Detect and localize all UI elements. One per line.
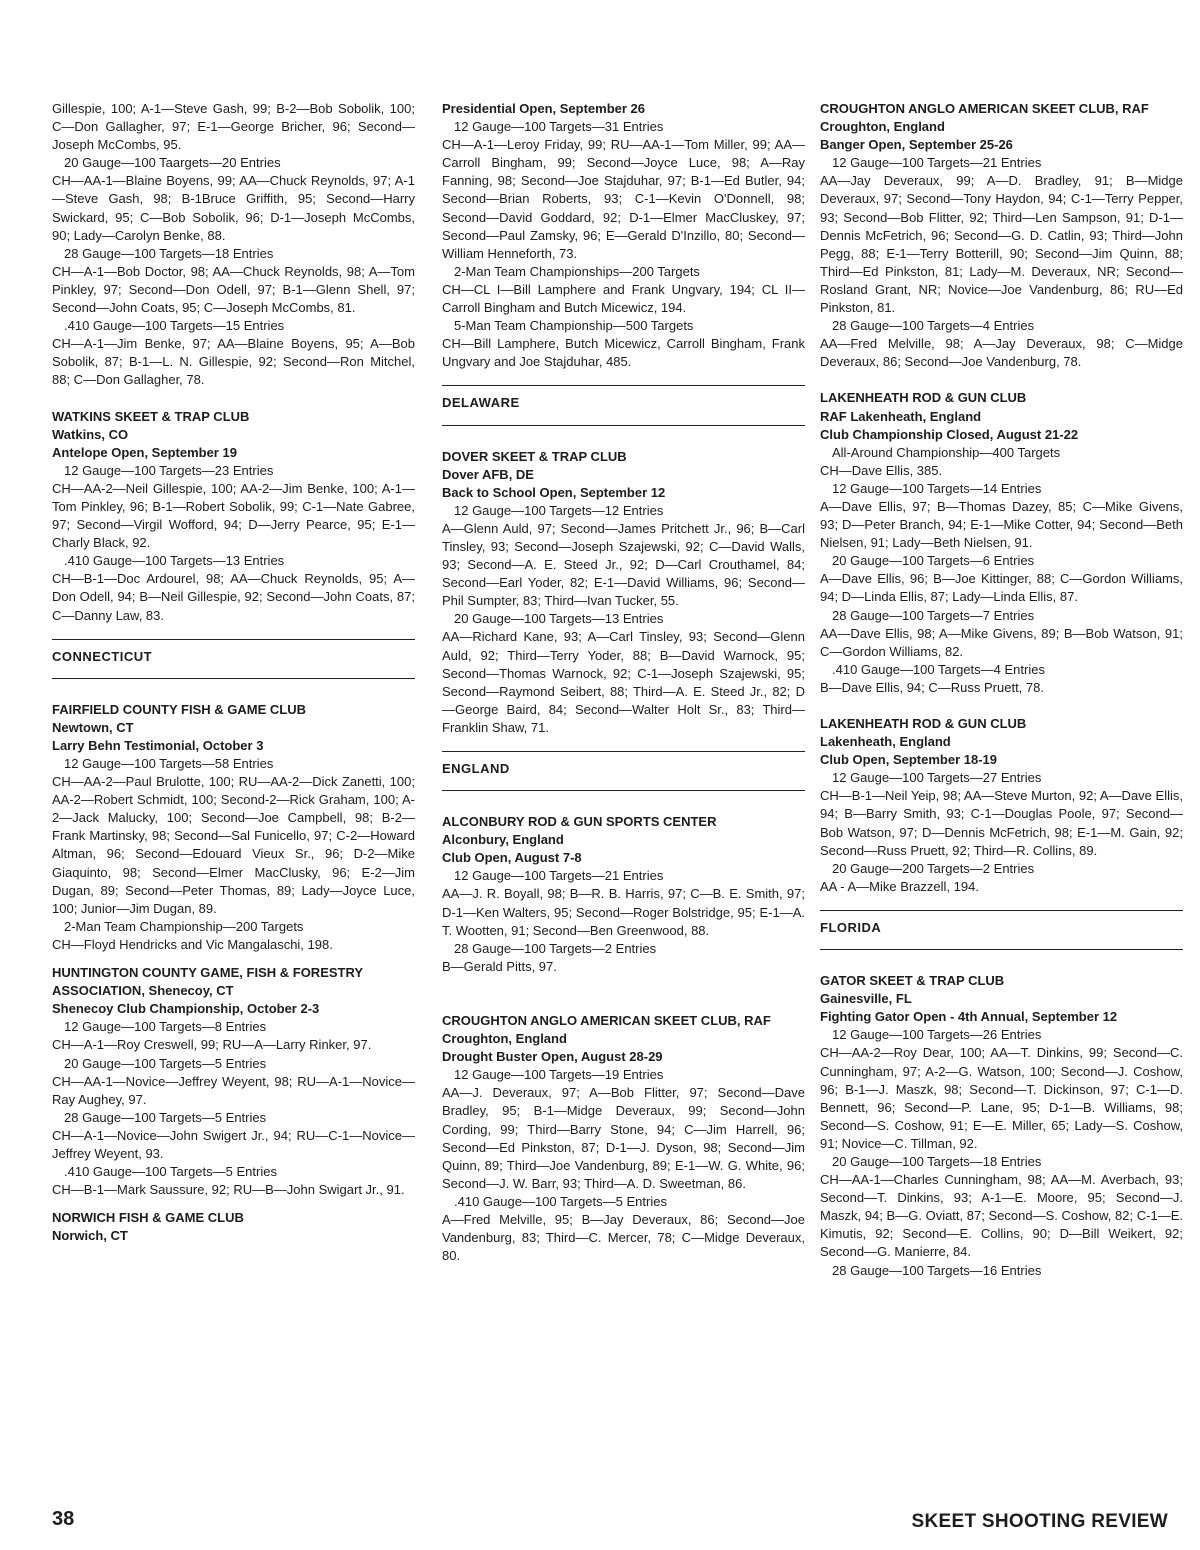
club-heading: FAIRFIELD COUNTY FISH & GAME CLUB — [52, 701, 306, 717]
club-heading: ALCONBURY ROD & GUN SPORTS CENTER — [442, 814, 717, 830]
event-line: 12 Gauge—100 Targets—14 Entries — [832, 480, 1042, 496]
column-1 — [52, 100, 415, 1245]
club-heading: LAKENHEATH ROD & GUN CLUB — [820, 716, 1027, 731]
event-line: .410 Gauge—100 Targets—15 Entries — [64, 318, 285, 334]
event-line: 20 Gauge—100 Taargets—20 Entries — [64, 155, 281, 171]
event-line: 20 Gauge—100 Targets—6 Entries — [832, 553, 1035, 569]
event-line: 28 Gauge—100 Targets—2 Entries — [454, 940, 657, 956]
club-heading: HUNTINGTON COUNTY GAME, FISH & FORESTRY ASSOCIATION, Shenecoy, CT — [52, 965, 363, 999]
event-line: 12 Gauge—100 Targets—8 Entries — [64, 1019, 267, 1035]
event-line: 12 Gauge—100 Targets—26 Entries — [832, 1027, 1042, 1043]
club-heading: Gainesville, FL — [820, 991, 912, 1007]
event-line: 20 Gauge—100 Targets—18 Entries — [832, 1153, 1042, 1169]
event-line: 12 Gauge—100 Targets—58 Entries — [64, 756, 274, 771]
results-text: A—Dave Ellis, 97; B—Thomas Dazey, 85; C—Mike Givens, 93; D—Peter Branch, 94; E-1—Mike Cotter, 94; Second—Beth Nielsen, 91; Lady—Beth Nielsen, 91. — [820, 498, 1183, 551]
club-heading: WATKINS SKEET & TRAP CLUB — [52, 408, 250, 424]
event-line: .410 Gauge—100 Targets—13 Entries — [64, 553, 285, 569]
event-line: All-Around Championship—400 Targets — [832, 444, 1061, 460]
event-line: 12 Gauge—100 Targets—21 Entries — [454, 868, 664, 884]
club-heading: CROUGHTON ANGLO AMERICAN SKEET CLUB, RAF Croughton, England — [442, 1012, 771, 1047]
club-heading: Dover AFB, DE — [442, 466, 534, 482]
club-heading: LAKENHEATH ROD & GUN CLUB — [820, 390, 1027, 406]
results-text: A—Fred Melville, 95; B—Jay Deveraux, 86; Second—Joe Vandenburg, 83; Third—C. Mercer, 78; C—Midge Deveraux, 80. — [442, 1211, 805, 1264]
results-text: CH—A-1—Leroy Friday, 99; RU—AA-1—Tom Miller, 99; AA—Carroll Bingham, 99; Second—Joyce Luce, 98; A—Ray Fanning, 98; Second—Joe Stajduhar, 97; B-1—Ed Butler, 94; Second—Brian Roberts, 93; C-1—Kevin O'Donnell, 98; Second—David Goddard, 92; D-1—Elmer MacCluskey, 97; Second—Paul Zamsky, 96; E—Gerald D'Inzillo, 80; Second—William Henneforth, 73. — [442, 137, 805, 261]
club-heading: Presidential Open, September 26 — [442, 101, 646, 116]
spacer — [52, 954, 415, 964]
club-heading: Fighting Gator Open - 4th Annual, September 12 — [820, 1009, 1118, 1025]
results-text: CH—AA-1—Charles Cunningham, 98; AA—M. Averbach, 93; Second—T. Dinkins, 93; A-1—E. Moore, 95; Second—J. Maszk, 94; B—G. Oviatt, 87; Second—S. Coshow, 82; C-1—E. Kimutis, 92; Second—E. Collins, 90; D—Bill Weikert, 92; Second—G. Manierre, 84. — [820, 1172, 1183, 1260]
event-line: .410 Gauge—100 Targets—4 Entries — [832, 661, 1045, 677]
club-heading: Club Championship Closed, August 21-22 — [820, 426, 1079, 442]
club-heading: CROUGHTON ANGLO AMERICAN SKEET CLUB, RAF Croughton, England — [820, 101, 1149, 135]
event-line: 20 Gauge—200 Targets—2 Entries — [832, 860, 1035, 876]
state-heading: DELAWARE — [442, 385, 805, 425]
event-line: 12 Gauge—100 Targets—31 Entries — [454, 119, 664, 135]
club-heading: Newtown, CT — [52, 719, 134, 735]
results-text: B—Dave Ellis, 94; C—Russ Pruett, 78. — [820, 679, 1044, 695]
club-heading: Drought Buster Open, August 28-29 — [442, 1049, 663, 1065]
club-heading: Alconbury, England — [442, 832, 564, 848]
event-line: 28 Gauge—100 Targets—4 Entries — [832, 318, 1035, 334]
event-line: 12 Gauge—100 Targets—12 Entries — [454, 502, 664, 518]
club-heading: Club Open, September 18-19 — [820, 752, 997, 768]
publication-title: SKEET SHOOTING REVIEW — [911, 1511, 1168, 1532]
results-text: CH—B-1—Doc Ardourel, 98; AA—Chuck Reynolds, 95; A—Don Odell, 94; B—Neil Gillespie, 92; Second—John Coats, 87; C—Danny Law, 83. — [52, 571, 415, 623]
event-line: 2-Man Team Championship—200 Targets — [64, 918, 304, 934]
results-text: CH—A-1—Roy Creswell, 99; RU—A—Larry Rinker, 97. — [52, 1037, 372, 1053]
event-line: 28 Gauge—100 Targets—18 Entries — [64, 245, 274, 261]
results-text: CH—AA-2—Neil Gillespie, 100; AA-2—Jim Benke, 100; A-1—Tom Pinkley, 96; B-1—Robert Sobolik, 99; C-1—Nate Gabree, 97; Second—Virgil Wofford, 94; D—Jerry Pearce, 95; E-1—Charly Black, 92. — [52, 480, 415, 551]
spacer — [442, 976, 805, 994]
event-line: 20 Gauge—100 Targets—5 Entries — [64, 1055, 267, 1071]
spacer — [52, 1199, 415, 1209]
results-text: Gillespie, 100; A-1—Steve Gash, 99; B-2—Bob Sobolik, 100; C—Don Gallagher, 97; E-1—George Bricher, 96; Second—Joseph McCombs, 95. — [52, 101, 415, 153]
results-text: A—Dave Ellis, 96; B—Joe Kittinger, 88; C—Gordon Williams, 94; D—Linda Ellis, 87; Lady—Linda Ellis, 87. — [820, 571, 1183, 605]
results-text: CH—B-1—Neil Yeip, 98; AA—Steve Murton, 92; A—Dave Ellis, 94; B—Barry Smith, 93; C-1—Douglas Poole, 97; Second—Bob Watson, 97; D—Dennis McFetrich, 98; E-1—M. Gain, 92; Second—Russ Pruett, 92; Third—R. Collins, 89. — [820, 788, 1183, 858]
results-text: CH—AA-2—Roy Dear, 100; AA—T. Dinkins, 99; Second—C. Cunningham, 97; A-2—G. Watson, 100; Second—J. Coshow, 96; B-1—J. Maszk, 98; Second—T. Dickinson, 97; C-1—D. Bennett, 96; Second—P. Lane, 95; D-1—B. Williams, 98; Second—S. Coshow, 91; E—E. Miller, 65; Lady—S. Coshow, 91; Novice—C. Tillman, 92. — [820, 1045, 1183, 1151]
event-line: 12 Gauge—100 Targets—21 Entries — [832, 155, 1042, 171]
results-text: CH—Bill Lamphere, Butch Micewicz, Carroll Bingham, Frank Ungvary and Joe Stajduhar, 485. — [442, 336, 805, 370]
event-line: 28 Gauge—100 Targets—7 Entries — [832, 607, 1035, 623]
event-line: 12 Gauge—100 Targets—19 Entries — [454, 1067, 664, 1083]
club-heading: DOVER SKEET & TRAP CLUB — [442, 448, 627, 464]
club-heading: Norwich, CT — [52, 1228, 128, 1244]
club-heading: Club Open, August 7-8 — [442, 850, 582, 866]
results-text: AA—Jay Deveraux, 99; A—D. Bradley, 91; B—Midge Deveraux, 97; Second—Tony Haydon, 94; C-1—Terry Pepper, 93; Second—Bob Flitter, 92; Third—Len Sampson, 91; D-1—Dennis McFetrich, 96; Second—G. D. Catlin, 93; Third—John Pegg, 88; E-1—Terry Botterill, 90; Second—Jim Quinn, 88; Third—Ed Pinkston, 81; Lady—M. Deveraux, NR; Second—Rosland Grant, NR; Novice—Joe Vandenburg, 86; RU—Ed Pinkston, 81. — [820, 173, 1183, 316]
club-heading: Shenecoy Club Championship, October 2-3 — [52, 1001, 320, 1017]
spacer — [820, 371, 1183, 389]
results-text: A—Glenn Auld, 97; Second—James Pritchett Jr., 96; B—Carl Tinsley, 93; Second—Joseph Szajewski, 92; C—David Walls, 93; Second—A. E. Steed Jr., 92; D—Carl Crouthamel, 84; Second—Earl Yoder, 82; E-1—David Williams, 96; Second—Phil Sumpter, 83; Third—Ivan Tucker, 55. — [442, 520, 805, 609]
results-text: CH—A-1—Bob Doctor, 98; AA—Chuck Reynolds, 98; A—Tom Pinkley, 97; Second—Don Odell, 97; B-1—Glenn Shell, 97; Second—John Coats, 95; C—Joseph McCombs, 81. — [52, 263, 415, 316]
event-line: .410 Gauge—100 Targets—5 Entries — [454, 1193, 667, 1209]
club-heading: NORWICH FISH & GAME CLUB — [52, 1210, 244, 1226]
page-number: 38 — [52, 1508, 75, 1530]
results-text: CH—AA-1—Blaine Boyens, 99; AA—Chuck Reynolds, 97; A-1—Steve Gash, 98; B-1Bruce Griffith, 95; Second—Harry Swickard, 95; C—Bob Sobolik, 96; D-1—Joseph McCombs, 90; Lady—Carolyn Benke, 88. — [52, 173, 415, 243]
results-text: AA—J. Deveraux, 97; A—Bob Flitter, 97; Second—Dave Bradley, 95; B-1—Midge Deveraux, 99; Second—John Cording, 99; Third—Barry Stone, 94; C—Jim Harrell, 96; Second—Ed Pinkston, 87; D-1—J. Dyson, 98; Second—Jim Quinn, 89; Third—Joe Vandenburg, 89; E-1—W. G. White, 96; Second—J. W. Barr, 93; Third—A. D. Sweetman, 86. — [442, 1085, 805, 1191]
state-heading: ENGLAND — [442, 751, 805, 791]
results-text: AA—Dave Ellis, 98; A—Mike Givens, 89; B—Bob Watson, 91; C—Gordon Williams, 82. — [820, 625, 1183, 659]
state-heading: FLORIDA — [820, 910, 1183, 950]
event-line: 2-Man Team Championships—200 Targets — [454, 263, 700, 279]
state-heading: CONNECTICUT — [52, 639, 415, 679]
event-line: 20 Gauge—100 Targets—13 Entries — [454, 611, 664, 627]
results-text: CH—A-1—Jim Benke, 97; AA—Blaine Boyens, 95; A—Bob Sobolik, 87; B-1—L. N. Gillespie, 92; Second—Ron Mitchel, 88; C—Don Gallagher, 78. — [52, 336, 415, 388]
results-text: AA—Richard Kane, 93; A—Carl Tinsley, 93; Second—Glenn Auld, 92; Third—Terry Yoder, 88; B—David Warnock, 95; Second—Thomas Warnock, 92; C-1—Joseph Szajewski, 95; Second—Raymond Seibert, 88; Third—A. E. Steed Jr., 82; D—George Baird, 84; Second—Walter Holt Sr., 83; Third—Franklin Shaw, 71. — [442, 629, 805, 735]
results-text: B—Gerald Pitts, 97. — [442, 958, 557, 974]
results-text: CH—AA-1—Novice—Jeffrey Weyent, 98; RU—A-1—Novice—Ray Aughey, 97. — [52, 1073, 415, 1107]
spacer — [820, 697, 1183, 715]
results-text: AA—J. R. Boyall, 98; B—R. B. Harris, 97; C—B. E. Smith, 97; D-1—Ken Walters, 95; Second—Roger Bolstridge, 95; E-1—A. T. Wootten, 91; Second—Ben Greenwood, 88. — [442, 886, 805, 938]
club-heading: Back to School Open, September 12 — [442, 484, 666, 500]
club-heading: Watkins, CO — [52, 426, 129, 442]
event-line: 5-Man Team Championship—500 Targets — [454, 318, 694, 334]
results-text: CH—Dave Ellis, 385. — [820, 462, 943, 478]
club-heading: Larry Behn Testimonial, October 3 — [52, 737, 264, 753]
club-heading: Banger Open, September 25-26 — [820, 137, 1013, 153]
club-heading: RAF Lakenheath, England — [820, 408, 982, 424]
results-text: CH—AA-2—Paul Brulotte, 100; RU—AA-2—Dick Zanetti, 100; AA-2—Robert Schmidt, 100; Second-2—Rick Graham, 100; A-2—Jack Malucky, 100; Second—Joe Campbell, 98; B-2—Frank Martinsky, 98; Second—Sal Funicello, 97; C-2—Howard Altman, 96; Second—Edouard Vieux Sr., 96; D-2—Mike Giaquinto, 98; Second—Elmer MacClusky, 96; E-2—Jim Dugan, 89; Second—Peter Thomas, 89; Lady—Joyce Luce, 100; Junior—Jim Dugan, 89. — [52, 774, 415, 916]
results-text: CH—Floyd Hendricks and Vic Mangalaschi, 198. — [52, 936, 333, 952]
results-text: AA - A—Mike Brazzell, 194. — [820, 878, 979, 894]
results-text: CH—CL I—Bill Lamphere and Frank Ungvary, 194; CL II—Carroll Bingham and Butch Micewicz, 194. — [442, 281, 805, 316]
spacer — [442, 994, 805, 1012]
results-text: CH—B-1—Mark Saussure, 92; RU—B—John Swigart Jr., 91. — [52, 1182, 405, 1198]
club-heading: Lakenheath, England — [820, 734, 951, 750]
event-line: 28 Gauge—100 Targets—16 Entries — [832, 1262, 1042, 1278]
column-3 — [820, 100, 1183, 1280]
results-text: AA—Fred Melville, 98; A—Jay Deveraux, 98; C—Midge Deveraux, 86; Second—Joe Vandenburg, 78. — [820, 336, 1183, 370]
event-line: 12 Gauge—100 Targets—23 Entries — [64, 462, 274, 478]
results-text: CH—A-1—Novice—John Swigert Jr., 94; RU—C-1—Novice—Jeffrey Weyent, 93. — [52, 1127, 415, 1161]
club-heading: Antelope Open, September 19 — [52, 444, 237, 460]
column-2 — [442, 100, 805, 1265]
event-line: 12 Gauge—100 Targets—27 Entries — [832, 770, 1042, 786]
event-line: 28 Gauge—100 Targets—5 Entries — [64, 1109, 267, 1125]
event-line: .410 Gauge—100 Targets—5 Entries — [64, 1164, 277, 1180]
club-heading: GATOR SKEET & TRAP CLUB — [820, 973, 1005, 989]
spacer — [52, 390, 415, 408]
